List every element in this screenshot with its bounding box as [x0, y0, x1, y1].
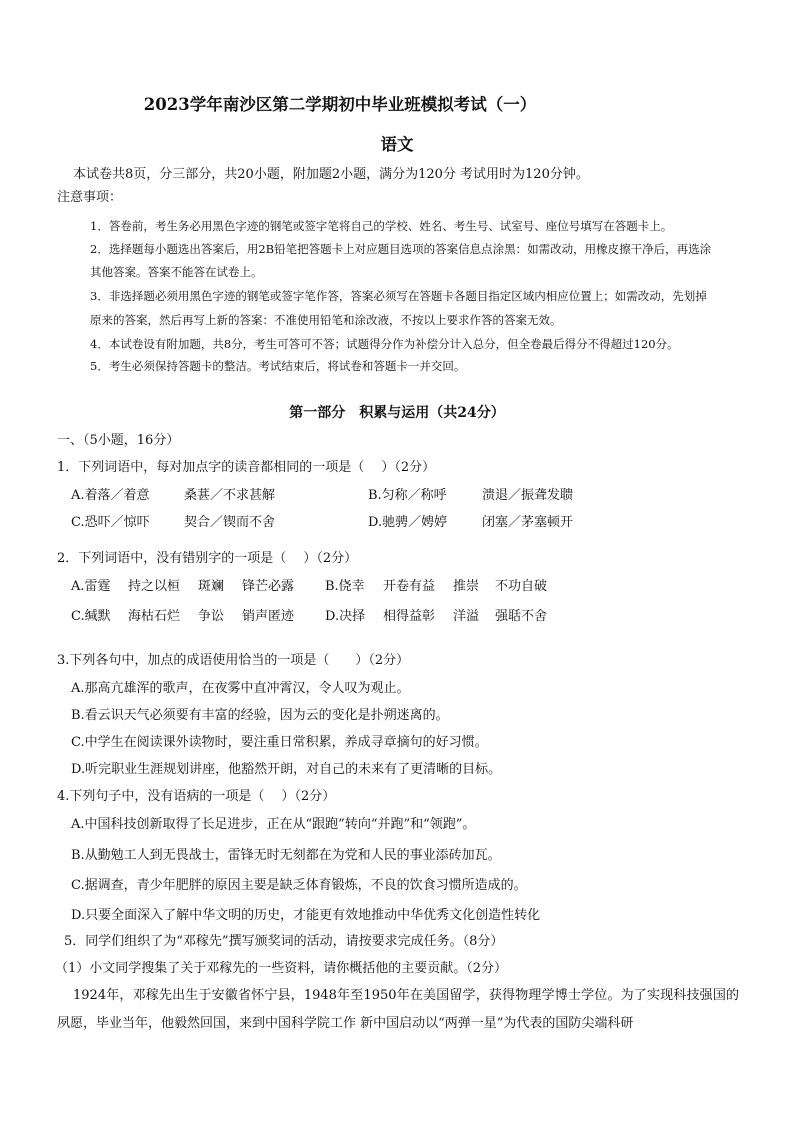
note-3: 3．非选择题必须用黑色字迹的钢笔或签字笔作答，答案必须写在答题卡各题目指定区域内相应位置上；如需改动，先划掉	[90, 289, 707, 303]
q1-option-c-2: 契合／锲而不舍	[184, 515, 276, 530]
q5-stem: 5．同学们组织了为“邓稼先”撰写颁奖词的活动，请按要求完成任务。（8分）	[64, 934, 504, 949]
q4-option-c: C.据调查，青少年肥胖的原因主要是缺乏体育锻炼，不良的饮食习惯所造成的。	[71, 878, 527, 893]
q3-option-c: C.中学生在阅读课外读物时，要注重日常积累，养成寻章摘句的好习惯。	[71, 735, 488, 750]
q2-word: 斑斓	[198, 579, 225, 594]
notes-label: 注意事项：	[57, 190, 123, 205]
q2-word: 推崇	[453, 579, 480, 594]
q2-word: 强聒不舍	[495, 609, 548, 624]
q1-option-d: D.驰骋／娉婷	[368, 515, 448, 530]
section-heading: 一、（5小题，16分）	[57, 433, 180, 448]
q2-word: 不功自破	[495, 579, 548, 594]
exam-intro: 本试卷共8页，分三部分，共20小题，附加题2小题，满分为120分 考试用时为120分钟。	[73, 167, 589, 182]
q3-stem: 3.下列各句中，加点的成语使用恰当的一项是（ ）（2分）	[57, 653, 410, 668]
q2-word: 锋芒必露	[242, 579, 295, 594]
part1-title: 第一部分 积累与运用（共24分）	[289, 405, 505, 421]
q4-option-d: D.只要全面深入了解中华文明的历史，才能更有效地推动中华优秀文化创造性转化	[71, 908, 541, 923]
note-4: 4．本试卷设有附加题，共8分，考生可答可不答；试题得分作为补偿分计入总分，但全卷最后得分不得超过120分。	[90, 337, 679, 351]
q1-option-b-2: 溃退／振聋发聩	[482, 488, 574, 503]
exam-title: 2023学年南沙区第二学期初中毕业班模拟考试（一）	[143, 95, 537, 114]
q2-word: 相得益彰	[383, 609, 436, 624]
q4-option-a: A.中国科技创新取得了长足进步，正在从“跟跑”转向“并跑”和“领跑”。	[71, 817, 476, 832]
q3-option-a: A.那高亢雄浑的歌声，在夜雾中直冲霄汉，令人叹为观止。	[71, 681, 410, 696]
q2-word: 开卷有益	[383, 579, 436, 594]
q2-word: D.决择	[325, 609, 366, 624]
q1-option-a: A.着落／着意	[71, 488, 150, 503]
q2-word: A.雷霆	[71, 579, 111, 594]
note-3-cont: 原来的答案，然后再写上新的答案：不准使用铅笔和涂改液，不按以上要求作答的答案无效。	[90, 313, 562, 327]
note-2: 2．选择题每小题选出答案后，用2B铅笔把答题卡上对应题目选项的答案信息点涂黑：如需改动，用橡皮擦干净后，再选涂	[90, 242, 712, 256]
q3-option-b: B.看云识天气必须要有丰富的经验，因为云的变化是扑朔迷离的。	[71, 708, 449, 723]
q5-passage: 1924年，邓稼先出生于安徽省怀宁县，1948年至1950年在美国留学，获得物理学博士学位。为了实现科技强国的夙愿，毕业当年，他毅然回国，来到中国科学院工作 新中国启动以“两弹一星”为代表的国防尖端科研	[57, 988, 739, 1031]
q1-option-a-2: 桑葚／不求甚解	[184, 488, 276, 503]
q2-word: 销声匿迹	[242, 609, 295, 624]
q3-option-d: D.听完职业生涯规划讲座，他豁然开朗，对自己的未来有了更清晰的目标。	[71, 762, 502, 777]
q4-stem: 4.下列句子中，没有语病的一项是（ ）（2分）	[57, 789, 336, 804]
q2-word: 持之以桓	[128, 579, 181, 594]
q2-word: 海枯石烂	[128, 609, 181, 624]
q1-option-d-2: 闭塞／茅塞顿开	[482, 515, 574, 530]
q2-word: 争讼	[198, 609, 225, 624]
q1-option-b: B.匀称／称呼	[368, 488, 447, 503]
subject-title: 语文	[380, 135, 414, 154]
q1-option-c: C.恐吓／惊吓	[71, 515, 150, 530]
q2-word: B.侥幸	[325, 579, 365, 594]
q1-stem: 1．下列词语中，每对加点字的读音都相同的一项是（ ）（2分）	[57, 460, 436, 475]
q2-stem: 2．下列词语中，没有错别字的一项是（ ）（2分）	[57, 551, 358, 566]
q2-word: 洋溢	[453, 609, 480, 624]
note-5: 5．考生必须保持答题卡的整洁。考试结束后，将试卷和答题卡一并交回。	[90, 359, 466, 373]
note-2-cont: 其他答案。答案不能答在试卷上。	[90, 265, 263, 279]
note-1: 1．答卷前，考生务必用黑色字迹的钢笔或签字笔将自己的学校、姓名、考生号、试室号、座位号填写在答题卡上。	[90, 219, 673, 233]
q4-option-b: B.从勤勉工人到无畏战士，雷锋无时无刻都在为党和人民的事业添砖加瓦。	[71, 848, 501, 863]
q2-word: C.缄默	[71, 609, 111, 624]
q5-sub1: （1）小文同学搜集了关于邓稼先的一些资料，请你概括他的主要贡献。（2分）	[55, 961, 508, 976]
